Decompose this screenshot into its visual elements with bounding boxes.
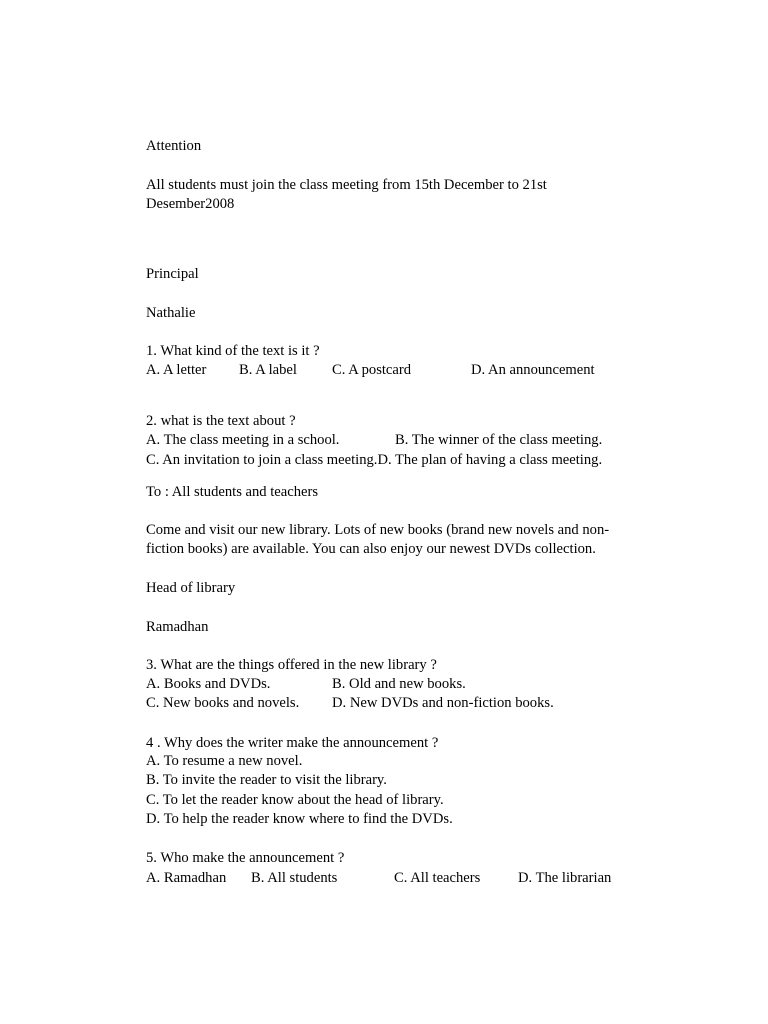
notice1-heading: Attention xyxy=(146,138,202,154)
q2-question: 2. what is the text about ? xyxy=(146,413,296,429)
q3-option-c: C. New books and novels. xyxy=(146,695,300,711)
q1-option-c: C. A postcard xyxy=(332,362,412,378)
q5-option-d: D. The librarian xyxy=(518,870,612,886)
q5-option-b: B. All students xyxy=(251,870,338,886)
notice1-body-line1: All students must join the class meeting from 15th December to 21st xyxy=(146,177,547,193)
q4-option-d: D. To help the reader know where to find the DVDs. xyxy=(146,811,453,827)
q2-option-b: B. The winner of the class meeting. xyxy=(395,432,603,448)
q2-option-a: A. The class meeting in a school. xyxy=(146,432,340,448)
q1-question: 1. What kind of the text is it ? xyxy=(146,343,320,359)
q4-option-c: C. To let the reader know about the head of library. xyxy=(146,792,444,808)
notice2-body-line2: fiction books) are available. You can also enjoy our newest DVDs collection. xyxy=(146,541,596,557)
q4-option-b: B. To invite the reader to visit the library. xyxy=(146,772,387,788)
notice2-sender-role: Head of library xyxy=(146,580,236,596)
q5-question: 5. Who make the announcement ? xyxy=(146,850,345,866)
notice2-to: To : All students and teachers xyxy=(146,484,319,500)
q5-option-a: A. Ramadhan xyxy=(146,870,227,886)
q4-option-a: A. To resume a new novel. xyxy=(146,753,303,769)
q2-option-c-d: C. An invitation to join a class meeting.D. The plan of having a class meeting. xyxy=(146,452,603,468)
q3-option-d: D. New DVDs and non-fiction books. xyxy=(332,695,554,711)
notice1-body-line2: Desember2008 xyxy=(146,196,235,212)
q5-option-c: C. All teachers xyxy=(394,870,481,886)
notice2-body-line1: Come and visit our new library. Lots of new books (brand new novels and non- xyxy=(146,522,610,538)
notice1-sender-role: Principal xyxy=(146,266,199,282)
q4-question: 4 . Why does the writer make the announcement ? xyxy=(146,735,439,751)
notice1-sender-name: Nathalie xyxy=(146,305,196,321)
q1-option-a: A. A letter xyxy=(146,362,207,378)
q3-option-a: A. Books and DVDs. xyxy=(146,676,271,692)
q1-option-d: D. An announcement xyxy=(471,362,595,378)
q1-option-b: B. A label xyxy=(239,362,297,378)
q3-question: 3. What are the things offered in the new library ? xyxy=(146,657,437,673)
notice2-sender-name: Ramadhan xyxy=(146,619,209,635)
q3-option-b: B. Old and new books. xyxy=(332,676,466,692)
